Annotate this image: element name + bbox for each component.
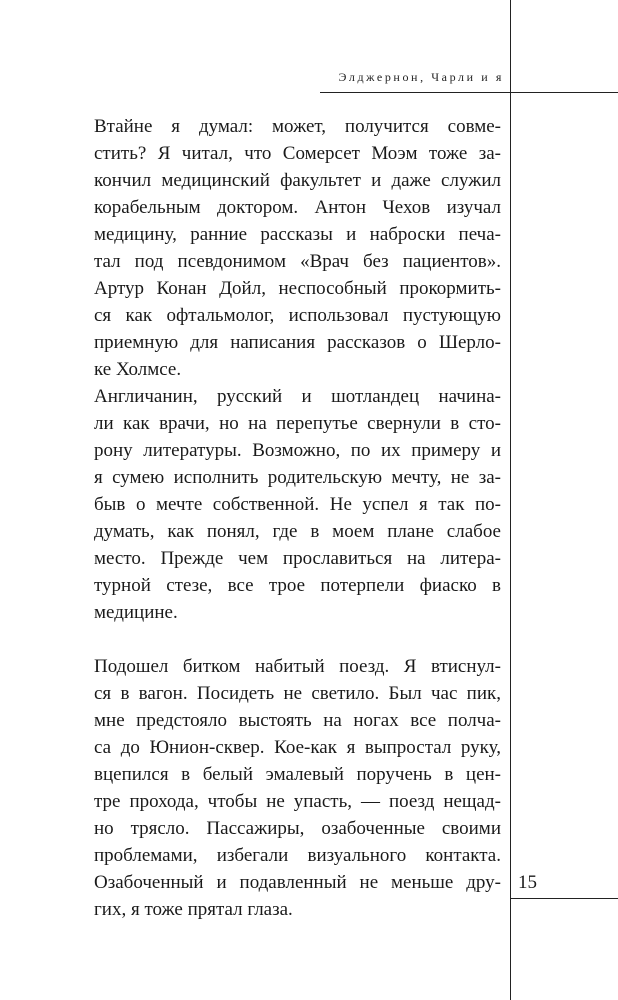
text-line: гих, я тоже прятал глаза.: [94, 899, 293, 920]
text-line: кончил медицинский факультет и даже служил: [94, 170, 501, 191]
text-line: Артур Конан Дойл, неспособный прокормить-: [94, 278, 501, 299]
footer-rule: [510, 898, 618, 899]
text-line: Озабоченный и подавленный не меньше дру-: [94, 872, 501, 893]
text-line: ся как офтальмолог, использовал пустующую: [94, 305, 501, 326]
text-line: са до Юнион-сквер. Кое-как я выпростал руку,: [94, 737, 501, 758]
text-line: мне предстояло выстоять на ногах все полча-: [94, 710, 501, 731]
paragraph-2: [94, 383, 501, 626]
text-line: корабельным доктором. Антон Чехов изучал: [94, 197, 501, 218]
text-line: проблемами, избегали визуального контакта.: [94, 845, 501, 866]
text-line: тре прохода, чтобы не упасть, — поезд нещад-: [94, 791, 501, 812]
section-break: [94, 626, 501, 653]
text-line: вцепился в белый эмалевый поручень в цен-: [94, 764, 501, 785]
text-line: ке Холмсе.: [94, 359, 182, 380]
text-line: но трясло. Пассажиры, озабоченные своими: [94, 818, 501, 839]
text-line: ся в вагон. Посидеть не светило. Был час пик,: [94, 683, 501, 704]
text-line: Подошел битком набитый поезд. Я втиснул-: [94, 656, 501, 677]
text-line: турной стезе, все трое потерпели фиаско в: [94, 575, 501, 596]
text-line: стить? Я читал, что Сомерсет Моэм тоже за-: [94, 143, 501, 164]
text-line: тал под псевдонимом «Врач без пациентов».: [94, 251, 501, 272]
text-line: рону литературы. Возможно, по их примеру и: [94, 440, 501, 461]
text-line: приемную для написания рассказов о Шерло-: [94, 332, 501, 353]
text-line: Втайне я думал: может, получится совме-: [94, 116, 501, 137]
text-line: быв о мечте собственной. Не успел я так по-: [94, 494, 501, 515]
body-text: [94, 113, 501, 923]
page-number: 15: [518, 872, 537, 893]
text-line: Англичанин, русский и шотландец начина-: [94, 386, 501, 407]
text-line: ли как врачи, но на перепутье свернули в сто-: [94, 413, 501, 434]
text-line: место. Прежде чем прославиться на литера-: [94, 548, 501, 569]
text-line: думать, как понял, где в моем плане слабое: [94, 521, 501, 542]
text-line: я сумею исполнить родительскую мечту, не за-: [94, 467, 501, 488]
paragraph-1: [94, 113, 501, 383]
header-rule: [320, 92, 618, 93]
vertical-rule: [510, 0, 511, 1000]
text-line: медицине.: [94, 602, 178, 623]
running-head: Элджернон, Чарли и я: [338, 70, 504, 84]
text-line: медицину, ранние рассказы и наброски печа-: [94, 224, 501, 245]
paragraph-3: [94, 653, 501, 923]
